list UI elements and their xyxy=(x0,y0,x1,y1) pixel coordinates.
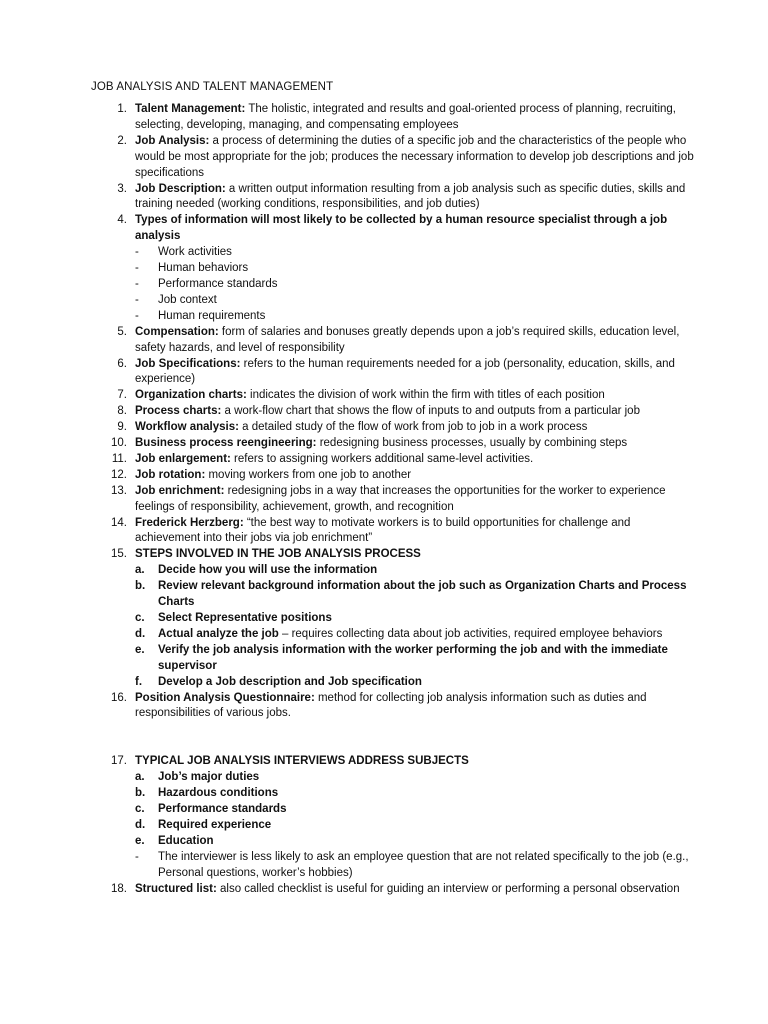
step-letter: c. xyxy=(135,612,145,624)
step-letter: f. xyxy=(135,675,143,688)
interview-subject xyxy=(0,818,698,834)
item-term: Organization charts: xyxy=(135,389,247,402)
subject-letter: d. xyxy=(135,818,146,831)
list-item-13 xyxy=(0,484,695,516)
item-term: Job enlargement: xyxy=(135,452,231,465)
bullet-mark: - xyxy=(135,262,139,275)
info-type-bullet xyxy=(0,245,698,261)
item-term: Position Analysis Questionnaire: xyxy=(135,691,315,704)
item-text: a detailed study of the flow of work from job to job in a work process xyxy=(238,421,588,434)
item-text: “the best way to motivate workers is to build opportunities for challenge and achievement into their jobs via job enrichment” xyxy=(135,516,631,545)
analysis-step xyxy=(0,627,698,643)
analysis-step xyxy=(0,675,698,691)
interview-subject xyxy=(0,770,698,786)
item-term: STEPS INVOLVED IN THE JOB ANALYSIS PROCESS xyxy=(135,548,421,561)
step-term: Verify the job analysis information with the worker performing the job and with the immediate supervisor xyxy=(158,643,668,672)
item-term: Job enrichment: xyxy=(135,484,225,497)
bullet-text: Performance standards xyxy=(158,277,278,290)
step-letter: b. xyxy=(135,580,146,593)
subject-letter: e. xyxy=(135,834,145,847)
list-item-12 xyxy=(0,468,695,484)
subject-term: Hazardous conditions xyxy=(158,787,279,800)
bullet-mark: - xyxy=(135,309,139,322)
item-number: 9. xyxy=(117,421,127,434)
item-term: Job Analysis: xyxy=(135,134,210,147)
item-text: redesigning business processes, usually by combining steps xyxy=(316,437,628,450)
item-text: refers to assigning workers additional same-level activities. xyxy=(230,452,534,465)
bullet-mark: - xyxy=(135,850,139,863)
item-number: 17. xyxy=(111,755,127,768)
step-letter: e. xyxy=(135,643,145,656)
item-number: 13. xyxy=(111,484,127,497)
list-item-11 xyxy=(0,452,695,468)
item-term: Job Specifications: xyxy=(135,357,241,370)
list-item-5 xyxy=(0,325,695,357)
list-item-6 xyxy=(0,357,695,389)
item-text: The holistic, integrated and results and goal-oriented process of planning, recruiting, selecting, developing, managing, and compensating employees xyxy=(135,103,676,131)
item-term: Talent Management: xyxy=(135,103,246,115)
item-term: Process charts: xyxy=(135,405,222,418)
list-item-9 xyxy=(0,420,695,436)
item-term: Job Description: xyxy=(135,182,226,195)
subject-term: Education xyxy=(158,834,214,847)
item-number: 11. xyxy=(111,452,127,465)
list-item-1 xyxy=(0,102,695,134)
analysis-step xyxy=(0,563,698,579)
item-term: Types of information will most likely to be collected by a human resource specialist through a job analysis xyxy=(135,214,668,243)
bullet-text: Human requirements xyxy=(158,309,266,322)
section-spacer xyxy=(0,722,768,754)
list-item-15 xyxy=(0,547,695,563)
item-number: 5. xyxy=(117,325,127,338)
item-term: Workflow analysis: xyxy=(135,421,239,434)
interview-note xyxy=(0,850,698,882)
item-number: 16. xyxy=(111,691,127,704)
subject-term: Job’s major duties xyxy=(158,771,260,784)
item-text: method for collecting job analysis information such as duties and responsibilities of various jobs. xyxy=(135,691,647,720)
item-number: 1. xyxy=(117,103,127,115)
item-text: also called checklist is useful for guiding an interview or performing a personal observation xyxy=(216,882,680,895)
subject-letter: a. xyxy=(135,771,145,784)
item-number: 4. xyxy=(117,214,127,227)
analysis-step xyxy=(0,643,698,675)
subject-term: Performance standards xyxy=(158,803,287,816)
bullet-mark: - xyxy=(135,277,139,290)
item-number: 3. xyxy=(117,182,127,195)
step-term: Select Representative positions xyxy=(158,612,332,624)
list-item-3 xyxy=(0,182,695,214)
list-item-17 xyxy=(0,754,695,770)
subject-letter: c. xyxy=(135,803,145,816)
step-text: – requires collecting data about job activities, required employee behaviors xyxy=(278,627,663,640)
item-number: 6. xyxy=(117,357,127,370)
info-type-bullet xyxy=(0,293,698,309)
item-number: 2. xyxy=(117,134,127,147)
item-term: TYPICAL JOB ANALYSIS INTERVIEWS ADDRESS SUBJECTS xyxy=(135,755,469,768)
item-text: redesigning jobs in a way that increases the opportunities for the worker to experience feelings of responsibility, achievement, growth, and recognition xyxy=(135,484,666,513)
info-type-bullet xyxy=(0,309,698,325)
item-term: Structured list: xyxy=(135,882,217,895)
list-item-8 xyxy=(0,404,695,420)
subject-term: Required experience xyxy=(158,818,272,831)
interview-subject xyxy=(0,802,698,818)
item-term: Job rotation: xyxy=(135,468,206,481)
step-letter: a. xyxy=(135,564,145,577)
bullet-text: Work activities xyxy=(158,246,232,259)
list-item-4 xyxy=(0,213,695,245)
list-item-14 xyxy=(0,516,695,548)
subject-text: The interviewer is less likely to ask an employee question that are not related specifically to the job (e.g., Personal questions, worker’s hobbies) xyxy=(158,850,689,879)
item-number: 10. xyxy=(111,437,127,450)
info-type-bullet xyxy=(0,261,698,277)
list-item-18 xyxy=(0,882,695,898)
item-term: Compensation: xyxy=(135,325,219,338)
info-type-bullet xyxy=(0,277,698,293)
step-term: Review relevant background information about the job such as Organization Charts and Process Charts xyxy=(158,580,687,609)
step-letter: d. xyxy=(135,627,146,640)
interview-subject xyxy=(0,834,698,850)
item-text: a work-flow chart that shows the flow of inputs to and outputs from a particular job xyxy=(221,405,640,418)
document-title: JOB ANALYSIS AND TALENT MANAGEMENT xyxy=(91,81,334,93)
bullet-mark: - xyxy=(135,293,139,306)
item-number: 8. xyxy=(117,405,127,418)
item-text: form of salaries and bonuses greatly depends upon a job’s required skills, education level, safety hazards, and level of responsibility xyxy=(135,325,680,354)
analysis-step xyxy=(0,579,698,611)
step-term: Develop a Job description and Job specification xyxy=(158,675,422,688)
list-item-16 xyxy=(0,691,695,723)
list-item-7 xyxy=(0,388,695,404)
item-number: 15. xyxy=(111,548,127,561)
subject-letter: b. xyxy=(135,787,146,800)
item-text: refers to the human requirements needed for a job (personality, education, skills, and experience) xyxy=(135,357,675,386)
list-item-2 xyxy=(0,134,695,182)
item-text: a written output information resulting from a job analysis such as specific duties, skills and training needed (working conditions, responsibilities, and job duties) xyxy=(135,182,686,211)
step-term: Decide how you will use the information xyxy=(158,564,378,577)
item-number: 12. xyxy=(111,468,127,481)
item-text: indicates the division of work within the firm with titles of each position xyxy=(246,389,605,402)
item-text: a process of determining the duties of a specific job and the characteristics of the people who would be most appropriate for the job; produces the necessary information to develop job descriptions and job specifications xyxy=(135,134,694,179)
interview-subject xyxy=(0,786,698,802)
numbered-list xyxy=(0,102,768,898)
item-number: 14. xyxy=(111,516,127,529)
analysis-step xyxy=(0,611,698,627)
bullet-mark: - xyxy=(135,246,139,259)
list-item-10 xyxy=(0,436,695,452)
item-number: 7. xyxy=(117,389,127,402)
item-number: 18. xyxy=(111,882,127,895)
step-term: Actual analyze the job xyxy=(158,627,279,640)
item-term: Frederick Herzberg: xyxy=(135,516,244,529)
bullet-text: Human behaviors xyxy=(158,262,249,275)
item-text: moving workers from one job to another xyxy=(205,468,412,481)
item-term: Business process reengineering: xyxy=(135,437,317,450)
bullet-text: Job context xyxy=(158,293,217,306)
